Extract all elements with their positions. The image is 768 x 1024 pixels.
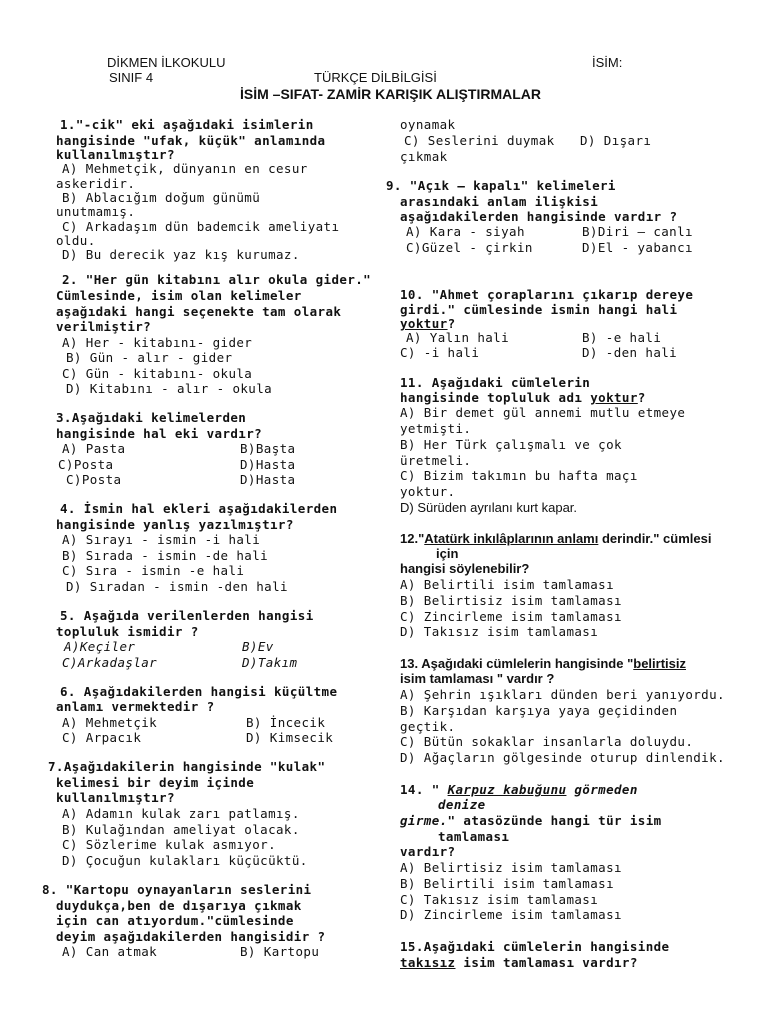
- option-b: B) Belirtisiz isim tamlaması: [400, 593, 622, 608]
- option-c: C)Posta: [58, 457, 114, 472]
- question-text: 12."Atatürk inkılâplarının anlamı derindir." cümlesi: [400, 531, 712, 546]
- option-a: A) Sırayı - ismin -i hali: [62, 532, 261, 547]
- option-a: A) Can atmak: [62, 944, 158, 959]
- question-text: 8. "Kartopu oynayanların seslerini: [42, 882, 312, 897]
- option-b: B) Kartopu: [240, 944, 320, 959]
- subject-label: TÜRKÇE DİLBİLGİSİ: [314, 70, 437, 85]
- option-a: A) Belirtili isim tamlaması: [400, 577, 614, 592]
- option-text: oldu.: [56, 233, 96, 248]
- option-b: B) Ablacığım doğum günümü: [62, 190, 261, 205]
- option-a: A) Mehmetçik, dünyanın en cesur: [62, 161, 308, 176]
- option-text: unutmamış.: [56, 204, 136, 219]
- question-text: 14. " Karpuz kabuğunu görmeden: [400, 782, 638, 797]
- underlined-word: yoktur: [590, 390, 638, 405]
- question-text: Cümlesinde, isim olan kelimeler: [56, 288, 302, 303]
- question-text: kullanılmıştır?: [56, 147, 175, 162]
- grade-label: SINIF 4: [109, 70, 154, 85]
- question-text: girme." atasözünde hangi tür isim: [400, 813, 662, 828]
- question-text: arasındaki anlam ilişkisi: [400, 194, 599, 209]
- question-text: 3.Aşağıdaki kelimelerden: [56, 410, 247, 425]
- option-c: C)Güzel - çirkin: [406, 240, 533, 255]
- school-name: DİKMEN İLKOKULU: [107, 55, 226, 70]
- option-a: A) Yalın hali: [406, 330, 510, 345]
- question-text: 1."-cik" eki aşağıdaki isimlerin: [60, 117, 314, 132]
- question-text: kullanılmıştır?: [56, 790, 175, 805]
- question-text: topluluk ismidir ?: [56, 624, 199, 639]
- option-a: A) Bir demet gül annemi mutlu etmeye: [400, 405, 686, 420]
- option-c: C)Arkadaşlar: [62, 655, 158, 670]
- question-text: vardır?: [400, 844, 456, 859]
- question-text: 10. "Ahmet çoraplarını çıkarıp dereye: [400, 287, 694, 302]
- worksheet-title: İSİM –SIFAT- ZAMİR KARIŞIK ALIŞTIRMALAR: [240, 86, 541, 102]
- question-text: hangisinde "ufak, küçük" anlamında: [56, 133, 326, 148]
- option-b: B) Gün - alır - gider: [66, 350, 233, 365]
- question-text: 11. Aşağıdaki cümlelerin: [400, 375, 591, 390]
- option-b: B)Ev: [242, 639, 274, 654]
- question-text: 9. "Açık – kapalı" kelimeleri: [386, 178, 616, 193]
- underlined-word: takısız: [400, 955, 456, 970]
- option-c: C) Arkadaşım dün bademcik ameliyatı: [62, 219, 340, 234]
- question-text: için can atıyordum."cümlesinde: [56, 913, 294, 928]
- question-text: hangisinde topluluk adı yoktur?: [400, 390, 646, 405]
- option-c: C) Gün - kitabını- okula: [62, 366, 253, 381]
- option-c: C) Sözlerime kulak asmıyor.: [62, 837, 276, 852]
- option-d: D) Takısız isim tamlaması: [400, 624, 599, 639]
- question-text: isim tamlaması " vardır ?: [400, 671, 555, 686]
- option-a: A) Mehmetçik: [62, 715, 158, 730]
- name-label: İSİM:: [592, 55, 623, 70]
- question-text: kelimesi bir deyim içinde: [56, 775, 255, 790]
- underlined-word: yoktur: [400, 316, 448, 331]
- option-c: C) Bizim takımın bu hafta maçı: [400, 468, 638, 483]
- option-a: A) Belirtisiz isim tamlaması: [400, 860, 622, 875]
- option-d: D) Zincirleme isim tamlaması: [400, 907, 622, 922]
- option-c: C) Seslerini duymak: [404, 133, 555, 148]
- option-b: B)Diri – canlı: [582, 224, 693, 239]
- option-d: D) -den hali: [582, 345, 678, 360]
- question-text: 5. Aşağıda verilenlerden hangisi: [60, 608, 314, 623]
- underlined-word: belirtisiz: [633, 656, 687, 671]
- option-a: A) Adamın kulak zarı patlamış.: [62, 806, 300, 821]
- option-d: D)Hasta: [240, 457, 296, 472]
- option-text: yoktur.: [400, 484, 456, 499]
- question-text: aşağıdakilerden hangisinde vardır ?: [400, 209, 678, 224]
- option-text: askeridir.: [56, 176, 136, 191]
- option-d: D)El - yabancı: [582, 240, 693, 255]
- option-d: D) Bu derecik yaz kış kurumaz.: [62, 247, 300, 262]
- option-a: A) Her - kitabını- gider: [62, 335, 253, 350]
- option-a: A) Kara - siyah: [406, 224, 525, 239]
- option-c: C) Zincirleme isim tamlaması: [400, 609, 622, 624]
- question-text: tamlaması: [438, 829, 510, 844]
- option-a: A)Keçiler: [64, 639, 136, 654]
- option-d: D) Çocuğun kulakları küçücüktü.: [62, 853, 308, 868]
- option-d: D)Hasta: [240, 472, 296, 487]
- question-text: girdi." cümlesinde ismin hangi hali: [400, 302, 678, 317]
- question-text: 4. İsmin hal ekleri aşağıdakilerden: [60, 501, 338, 516]
- option-b: B) Her Türk çalışmalı ve çok: [400, 437, 622, 452]
- option-c: C) Bütün sokaklar insanlarla doluydu.: [400, 734, 694, 749]
- question-text: yoktur?: [400, 316, 456, 331]
- option-text: çıkmak: [400, 149, 448, 164]
- option-c: C) Sıra - ismin -e hali: [62, 563, 245, 578]
- option-d: D) Dışarı: [580, 133, 652, 148]
- option-a: A) Pasta: [62, 441, 126, 456]
- option-c: C) Takısız isim tamlaması: [400, 892, 599, 907]
- option-b: B) Kulağından ameliyat olacak.: [62, 822, 300, 837]
- question-text: hangisi söylenebilir?: [400, 561, 530, 576]
- question-text: deyim aşağıdakilerden hangisidir ?: [56, 929, 326, 944]
- option-a: A) Şehrin ışıkları dünden beri yanıyordu.: [400, 687, 725, 702]
- question-text: hangisinde hal eki vardır?: [56, 426, 263, 441]
- option-c: C) Arpacık: [62, 730, 142, 745]
- question-text: için: [436, 546, 459, 561]
- underlined-phrase: Karpuz kabuğunu: [447, 782, 567, 797]
- question-text: denize: [438, 797, 486, 812]
- question-text: 2. "Her gün kitabını alır okula gider.": [62, 272, 372, 287]
- option-c: C) -i hali: [400, 345, 480, 360]
- option-b: B) Sırada - ismin -de hali: [62, 548, 269, 563]
- question-text: 7.Aşağıdakilerin hangisinde "kulak": [48, 759, 326, 774]
- option-b: B) Karşıdan karşıya yaya geçidinden: [400, 703, 678, 718]
- option-text: yetmişti.: [400, 421, 472, 436]
- option-d: D) Sürüden ayrılanı kurt kapar.: [400, 500, 578, 515]
- underlined-phrase: Atatürk inkılâplarının anlamı: [424, 531, 599, 546]
- option-b: B) Belirtili isim tamlaması: [400, 876, 614, 891]
- option-text: üretmeli.: [400, 453, 472, 468]
- question-text: 6. Aşağıdakilerden hangisi küçültme: [60, 684, 338, 699]
- option-c: C)Posta: [66, 472, 122, 487]
- option-d: D) Kimsecik: [246, 730, 334, 745]
- option-b: B) İncecik: [246, 715, 326, 730]
- question-text: 13. Aşağıdaki cümlelerin hangisinde "belirtisiz: [400, 656, 687, 671]
- question-text: 15.Aşağıdaki cümlelerin hangisinde: [400, 939, 670, 954]
- option-d: D) Sıradan - ismin -den hali: [66, 579, 288, 594]
- option-b: B)Başta: [240, 441, 296, 456]
- option-text: geçtik.: [400, 719, 456, 734]
- option-d: D) Kitabını - alır - okula: [66, 381, 273, 396]
- question-text: hangisinde yanlış yazılmıştır?: [56, 517, 294, 532]
- question-text: takısız isim tamlaması vardır?: [400, 955, 638, 970]
- option-d: D) Ağaçların gölgesinde oturup dinlendik.: [400, 750, 725, 765]
- question-text: verilmiştir?: [56, 319, 152, 334]
- question-text: anlamı vermektedir ?: [56, 699, 215, 714]
- option-b: B) -e hali: [582, 330, 662, 345]
- question-text: duydukça,ben de dışarıya çıkmak: [56, 898, 302, 913]
- option-d: D)Takım: [242, 655, 298, 670]
- option-text: oynamak: [400, 117, 456, 132]
- question-text: aşağıdaki hangi seçenekte tam olarak: [56, 304, 342, 319]
